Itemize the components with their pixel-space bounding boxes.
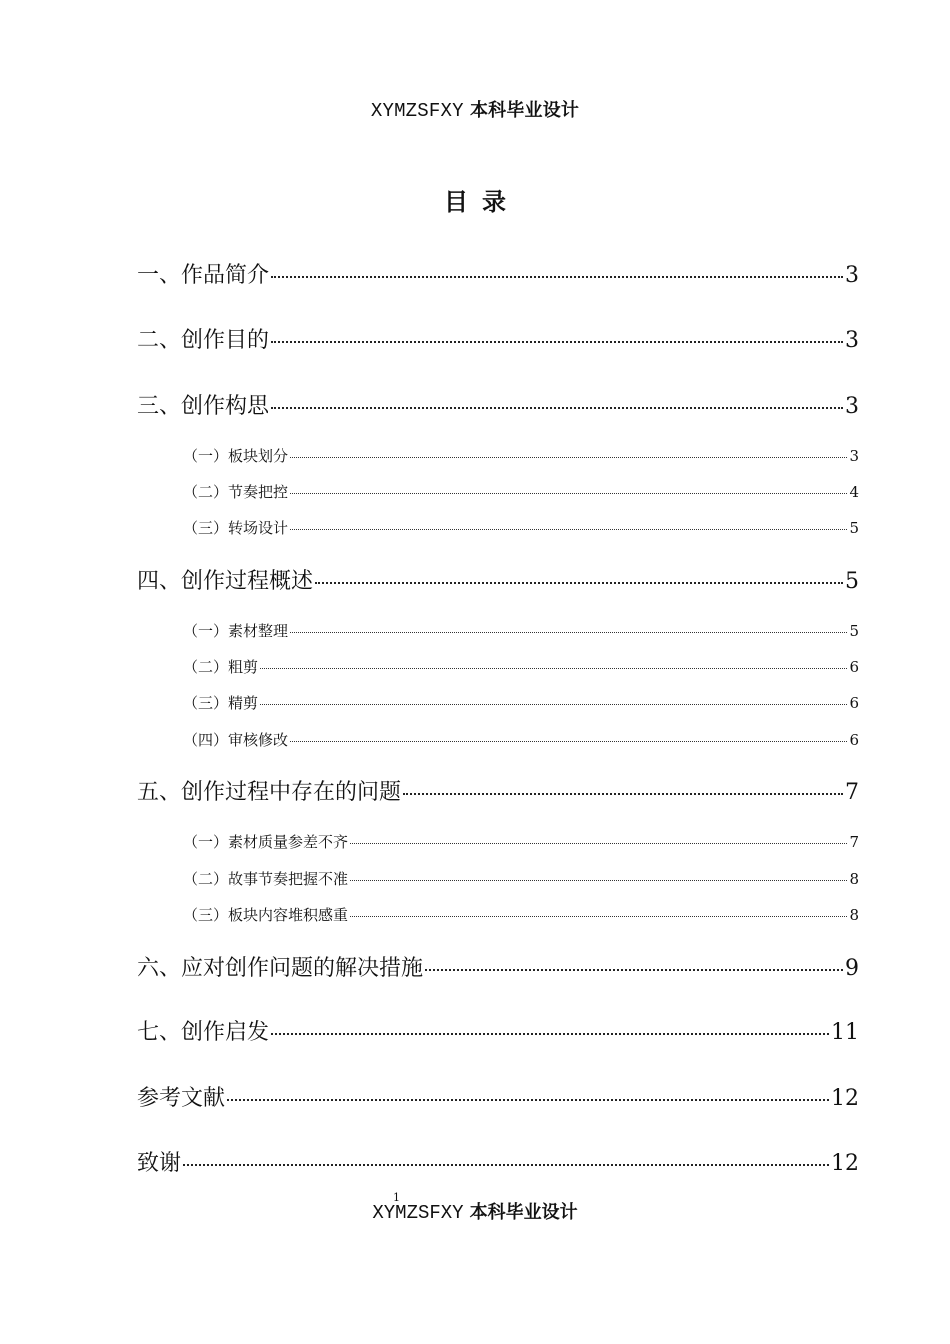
toc-subentry[interactable]: [183, 831, 859, 853]
page-number: 1: [393, 1191, 400, 1204]
toc-entry-label: 七、创作启发: [137, 1020, 270, 1045]
toc-entry-page: 3: [845, 394, 859, 419]
toc-subentry-label: （三）精剪: [183, 694, 259, 712]
toc-leader-dots: [403, 793, 843, 795]
toc-leader-dots: [271, 276, 843, 278]
toc-entry[interactable]: [137, 1081, 859, 1111]
header-school-code: XYMZSFXY: [370, 100, 464, 122]
toc-subentry[interactable]: [183, 729, 859, 751]
page-header: [0, 96, 950, 122]
toc-subentry[interactable]: [183, 656, 859, 678]
toc-entry[interactable]: [137, 1146, 859, 1176]
toc-entry-page: 11: [831, 1020, 859, 1045]
toc-leader-dots: [425, 969, 843, 971]
toc-entry-label: 三、创作构思: [137, 394, 270, 419]
toc-leader-dots: [183, 1164, 829, 1166]
toc-leader-dots: [227, 1099, 829, 1101]
toc-entry-label: 五、创作过程中存在的问题: [137, 780, 402, 805]
toc-entry-page: 3: [845, 263, 859, 288]
toc-leader-dots: [271, 1033, 829, 1035]
toc-entry-label: 参考文献: [137, 1086, 226, 1111]
toc-entry-page: 9: [845, 956, 859, 981]
toc-subentry-page: 6: [849, 658, 859, 676]
toc-subentry-page: 5: [849, 622, 859, 640]
toc-leader-dots: [260, 704, 847, 705]
toc-entry[interactable]: [137, 1015, 859, 1045]
toc-entry[interactable]: [137, 951, 859, 981]
toc-leader-dots: [350, 880, 847, 881]
toc-entry[interactable]: [137, 389, 859, 419]
toc-subentry-label: （二）故事节奏把握不准: [183, 870, 349, 888]
toc-subentry[interactable]: [183, 904, 859, 926]
toc-leader-dots: [350, 843, 847, 844]
header-document-type: 本科毕业设计: [469, 100, 580, 121]
toc-leader-dots: [290, 457, 847, 458]
toc-subentry-page: 8: [849, 870, 859, 888]
toc-subentry[interactable]: [183, 445, 859, 467]
toc-subentry[interactable]: [183, 868, 859, 890]
toc-entry-label: 一、作品简介: [137, 263, 270, 288]
toc-leader-dots: [260, 668, 847, 669]
toc-subentry[interactable]: [183, 517, 859, 539]
toc-leader-dots: [290, 632, 847, 633]
footer-school-code: [372, 1202, 463, 1224]
toc-subentry-page: 6: [849, 694, 859, 712]
toc-subentry-label: （一）素材整理: [183, 622, 289, 640]
toc-subentry-label: （四）审核修改: [183, 731, 289, 749]
toc-subentry-label: （三）板块内容堆积感重: [183, 906, 349, 924]
toc-entry-page: 3: [845, 328, 859, 353]
toc-entry-page: 7: [845, 780, 859, 805]
toc-subentry[interactable]: [183, 481, 859, 503]
page-footer: [0, 1191, 950, 1224]
toc-subentry-page: 4: [849, 483, 859, 501]
toc-leader-dots: [315, 582, 843, 584]
toc-entry-page: 12: [831, 1151, 859, 1176]
toc-subentry-label: （一）板块划分: [183, 447, 289, 465]
toc-subentry-label: （二）粗剪: [183, 658, 259, 676]
toc-leader-dots: [290, 741, 847, 742]
toc-subentry-page: 7: [849, 833, 859, 851]
toc-entry[interactable]: [137, 258, 859, 288]
toc-subentry[interactable]: [183, 692, 859, 714]
toc-entry[interactable]: [137, 564, 859, 594]
toc-entry-page: 12: [831, 1086, 859, 1111]
toc-entry[interactable]: [137, 323, 859, 353]
footer-document-type: 本科毕业设计: [469, 1202, 578, 1223]
toc-subentry-page: 6: [849, 731, 859, 749]
toc-entry-label: 六、应对创作问题的解决措施: [137, 956, 424, 981]
page-title: 目录: [444, 188, 520, 216]
toc-subentry-page: 8: [849, 906, 859, 924]
toc-entry-page: 5: [845, 569, 859, 594]
toc-leader-dots: [290, 493, 847, 494]
toc-subentry-label: （一）素材质量参差不齐: [183, 833, 349, 851]
toc-entry-label: 二、创作目的: [137, 328, 270, 353]
toc-subentry-label: （三）转场设计: [183, 519, 289, 537]
toc-entry-label: 四、创作过程概述: [137, 569, 314, 594]
toc-subentry[interactable]: [183, 620, 859, 642]
toc-subentry-label: （二）节奏把控: [183, 483, 289, 501]
toc-leader-dots: [271, 407, 843, 409]
toc-subentry-page: 3: [849, 447, 859, 465]
toc-leader-dots: [290, 529, 847, 530]
toc-leader-dots: [271, 341, 843, 343]
toc-subentry-page: 5: [849, 519, 859, 537]
toc-entry[interactable]: [137, 775, 859, 805]
footer-school-code-text: XYMZSFXY: [372, 1202, 464, 1224]
toc-entry-label: 致谢: [137, 1151, 182, 1176]
toc-leader-dots: [350, 916, 847, 917]
